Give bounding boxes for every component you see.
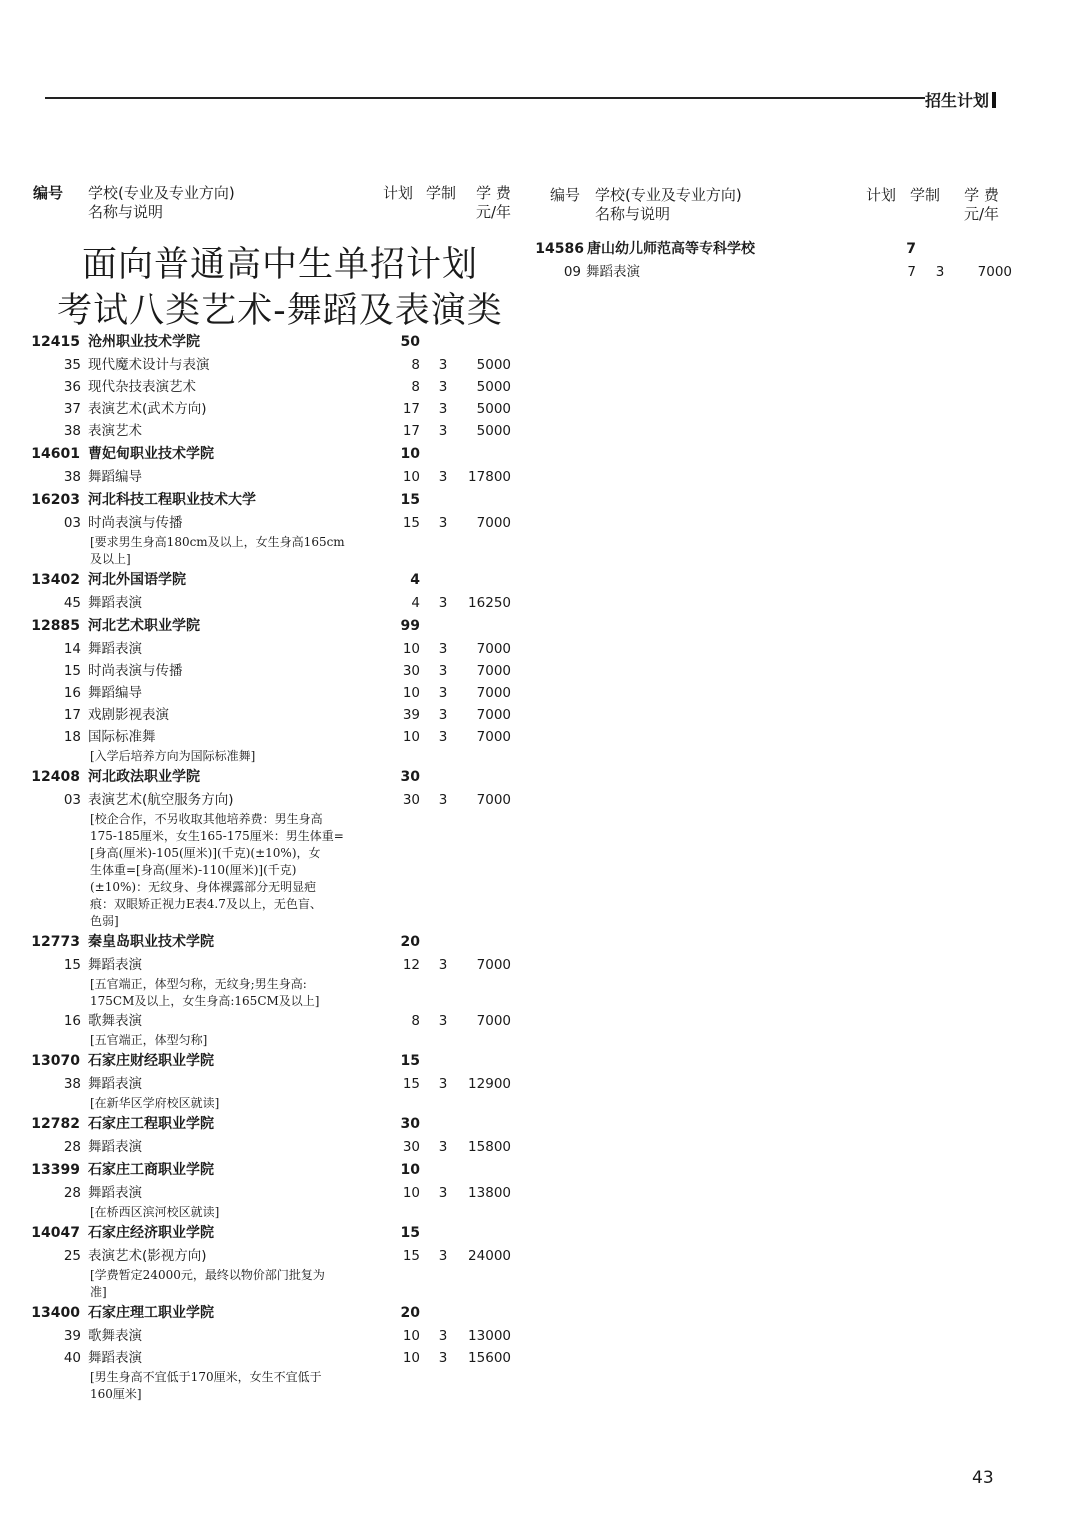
major-name: 舞蹈表演 <box>88 1139 142 1155</box>
major-code: 28 <box>63 1185 81 1201</box>
school-row <box>20 930 520 954</box>
major-fee: 7000 <box>476 641 511 657</box>
major-note-line: [男生身高不宜低于170厘米，女生不宜低于 <box>90 1370 322 1384</box>
school-name: 石家庄经济职业学院 <box>88 1225 214 1241</box>
school-row <box>20 568 520 592</box>
school-code: 13399 <box>31 1162 80 1178</box>
major-note-line: [在新华区学府校区就读] <box>90 1096 220 1110</box>
major-note-line: 及以上] <box>90 552 131 566</box>
major-name: 舞蹈编导 <box>88 469 142 485</box>
major-row <box>20 1347 520 1369</box>
major-name: 现代杂技表演艺术 <box>88 379 196 395</box>
major-name: 歌舞表演 <box>88 1013 142 1029</box>
right-column-list <box>530 237 1030 283</box>
major-row <box>20 354 520 376</box>
major-fee: 7000 <box>476 792 511 808</box>
major-years: 3 <box>438 1076 448 1092</box>
header-school-line1: 学校(专业及专业方向) <box>595 186 742 204</box>
school-code: 16203 <box>31 492 80 508</box>
major-fee: 7000 <box>476 957 511 973</box>
major-row <box>20 1182 520 1204</box>
school-row <box>530 237 1030 261</box>
school-row <box>20 1158 520 1182</box>
major-note-line: 准] <box>90 1285 107 1299</box>
major-note-line: 生体重=[身高(厘米)-110(厘米)](千克) <box>90 863 297 877</box>
header-fee <box>476 184 511 222</box>
major-code: 38 <box>63 469 81 485</box>
major-plan: 8 <box>411 379 420 395</box>
running-head <box>925 88 996 111</box>
major-row <box>20 466 520 488</box>
major-row <box>530 261 1030 283</box>
major-row <box>20 420 520 442</box>
major-plan: 10 <box>402 469 420 485</box>
major-code: 03 <box>63 515 81 531</box>
major-row <box>20 726 520 748</box>
major-plan: 4 <box>411 595 420 611</box>
major-years: 3 <box>438 729 448 745</box>
major-fee: 5000 <box>476 379 511 395</box>
school-plan: 30 <box>400 1116 420 1132</box>
major-years: 3 <box>438 423 448 439</box>
major-code: 39 <box>63 1328 81 1344</box>
major-note-line: 175CM及以上，女生身高:165CM及以上] <box>90 994 320 1008</box>
header-school-line1: 学校(专业及专业方向) <box>88 184 235 202</box>
major-note-line: 痕：双眼矫正视力E表4.7及以上，无色盲、 <box>90 897 322 911</box>
section-title-line2: 考试八类艺术-舞蹈及表演类 <box>57 291 503 331</box>
major-code: 36 <box>63 379 81 395</box>
major-plan: 17 <box>402 401 420 417</box>
major-name: 表演艺术(航空服务方向) <box>88 792 234 808</box>
major-years: 3 <box>438 1013 448 1029</box>
major-row <box>20 512 520 534</box>
major-name: 舞蹈表演 <box>88 641 142 657</box>
major-name: 舞蹈表演 <box>88 1350 142 1366</box>
header-fee-line2: 元/年 <box>476 203 512 221</box>
major-row <box>20 376 520 398</box>
header-fee-line2: 元/年 <box>964 205 1000 223</box>
major-row <box>20 704 520 726</box>
school-plan: 15 <box>400 1225 420 1241</box>
school-plan: 4 <box>410 572 420 588</box>
school-name: 唐山幼儿师范高等专科学校 <box>587 241 755 257</box>
major-fee: 5000 <box>476 423 511 439</box>
school-code: 12885 <box>31 618 80 634</box>
major-years: 3 <box>438 1328 448 1344</box>
major-years: 3 <box>438 401 448 417</box>
major-years: 3 <box>438 792 448 808</box>
school-code: 12773 <box>31 934 80 950</box>
major-name: 歌舞表演 <box>88 1328 142 1344</box>
header-code: 编号 <box>550 186 581 204</box>
running-head-label: 招生计划 <box>925 91 990 110</box>
left-column-header <box>33 184 523 224</box>
major-note-line: [身高(厘米)-105(厘米)](千克)(±10%)，女 <box>90 846 321 860</box>
header-code: 编号 <box>33 184 64 202</box>
major-years: 3 <box>438 707 448 723</box>
major-code: 25 <box>63 1248 81 1264</box>
school-code: 13070 <box>31 1053 80 1069</box>
major-plan: 30 <box>402 663 420 679</box>
major-note-line: [五官端正，体型匀称，无纹身;男生身高: <box>90 977 307 991</box>
page-number: 43 <box>972 1468 994 1488</box>
major-code: 15 <box>63 663 81 679</box>
major-code: 14 <box>63 641 81 657</box>
major-name: 戏剧影视表演 <box>88 707 169 723</box>
major-years: 3 <box>438 1350 448 1366</box>
major-plan: 10 <box>402 1350 420 1366</box>
major-note-line: [五官端正，体型匀称] <box>90 1033 208 1047</box>
major-plan: 10 <box>402 1328 420 1344</box>
school-plan: 30 <box>400 769 420 785</box>
major-name: 舞蹈编导 <box>88 685 142 701</box>
major-code: 40 <box>63 1350 81 1366</box>
header-fee <box>964 186 999 224</box>
school-row <box>20 1049 520 1073</box>
major-code: 37 <box>63 401 81 417</box>
school-name: 石家庄理工职业学院 <box>88 1305 214 1321</box>
major-plan: 10 <box>402 685 420 701</box>
major-row <box>20 1010 520 1032</box>
school-plan: 15 <box>400 1053 420 1069</box>
major-code: 38 <box>63 1076 81 1092</box>
school-code: 14601 <box>31 446 80 462</box>
major-row <box>20 1245 520 1267</box>
major-name: 表演艺术 <box>88 423 142 439</box>
school-name: 石家庄工商职业学院 <box>88 1162 214 1178</box>
major-note-line: 160厘米] <box>90 1387 142 1401</box>
major-name: 舞蹈表演 <box>88 1076 142 1092</box>
school-plan: 10 <box>400 1162 420 1178</box>
major-fee: 15600 <box>468 1350 511 1366</box>
school-row <box>20 488 520 512</box>
major-years: 3 <box>438 469 448 485</box>
header-school <box>595 186 742 224</box>
school-plan: 10 <box>400 446 420 462</box>
major-plan: 15 <box>402 1076 420 1092</box>
major-note-line: 175-185厘米，女生165-175厘米：男生体重= <box>90 829 344 843</box>
school-name: 石家庄工程职业学院 <box>88 1116 214 1132</box>
section-title-line1: 面向普通高中生单招计划 <box>81 245 478 285</box>
major-years: 3 <box>438 357 448 373</box>
major-fee: 12900 <box>468 1076 511 1092</box>
major-fee: 17800 <box>468 469 511 485</box>
school-name: 秦皇岛职业技术学院 <box>88 934 214 950</box>
school-name: 河北艺术职业学院 <box>88 618 200 634</box>
major-plan: 10 <box>402 1185 420 1201</box>
section-title <box>45 242 515 334</box>
major-note-line: 色弱] <box>90 914 119 928</box>
major-fee: 7000 <box>476 663 511 679</box>
major-note-line: (±10%)：无纹身、身体裸露部分无明显疤 <box>90 880 317 894</box>
major-fee: 15800 <box>468 1139 511 1155</box>
major-plan: 15 <box>402 1248 420 1264</box>
header-school-line2: 名称与说明 <box>88 203 164 221</box>
header-bar-mark <box>992 92 996 108</box>
school-code: 13400 <box>31 1305 80 1321</box>
major-plan: 30 <box>402 792 420 808</box>
major-plan: 8 <box>411 1013 420 1029</box>
school-name: 河北科技工程职业技术大学 <box>88 492 256 508</box>
major-years: 3 <box>438 685 448 701</box>
major-fee: 7000 <box>476 685 511 701</box>
school-code: 12408 <box>31 769 80 785</box>
school-name: 石家庄财经职业学院 <box>88 1053 214 1069</box>
header-school <box>88 184 235 222</box>
major-row <box>20 1073 520 1095</box>
major-plan: 10 <box>402 641 420 657</box>
school-row <box>20 1301 520 1325</box>
major-fee: 5000 <box>476 357 511 373</box>
major-name: 时尚表演与传播 <box>88 663 183 679</box>
major-row <box>20 592 520 614</box>
school-plan: 15 <box>400 492 420 508</box>
header-fee-line1: 学 费 <box>964 186 999 204</box>
school-plan: 50 <box>400 334 420 350</box>
school-plan: 7 <box>906 241 916 257</box>
major-row <box>20 398 520 420</box>
major-code: 17 <box>63 707 81 723</box>
major-name: 舞蹈表演 <box>88 1185 142 1201</box>
major-fee: 13800 <box>468 1185 511 1201</box>
major-code: 03 <box>63 792 81 808</box>
major-fee: 7000 <box>476 1013 511 1029</box>
major-note-line: [校企合作，不另收取其他培养费：男生身高 <box>90 812 323 826</box>
major-years: 3 <box>438 641 448 657</box>
major-code: 45 <box>63 595 81 611</box>
school-code: 14047 <box>31 1225 80 1241</box>
major-years: 3 <box>438 515 448 531</box>
major-fee: 24000 <box>468 1248 511 1264</box>
major-row <box>20 1136 520 1158</box>
school-code: 12415 <box>31 334 80 350</box>
school-name: 河北外国语学院 <box>88 572 186 588</box>
major-note-line: [要求男生身高180cm及以上，女生身高165cm <box>90 535 345 549</box>
school-row <box>20 330 520 354</box>
school-code: 13402 <box>31 572 80 588</box>
major-fee: 16250 <box>468 595 511 611</box>
major-plan: 12 <box>402 957 420 973</box>
major-years: 3 <box>438 663 448 679</box>
major-fee: 7000 <box>476 729 511 745</box>
major-years: 3 <box>438 1185 448 1201</box>
major-name: 表演艺术(影视方向) <box>88 1248 207 1264</box>
major-name: 舞蹈表演 <box>586 264 640 280</box>
major-code: 35 <box>63 357 81 373</box>
header-plan: 计划 <box>866 186 897 204</box>
major-code: 16 <box>63 685 81 701</box>
major-plan: 8 <box>411 357 420 373</box>
school-plan: 99 <box>400 618 420 634</box>
header-plan: 计划 <box>383 184 414 202</box>
school-plan: 20 <box>400 934 420 950</box>
major-row <box>20 954 520 976</box>
school-name: 曹妃甸职业技术学院 <box>88 446 214 462</box>
major-row <box>20 789 520 811</box>
header-years: 学制 <box>426 184 457 202</box>
left-column-list <box>20 330 520 1403</box>
major-years: 3 <box>438 1139 448 1155</box>
school-row <box>20 442 520 466</box>
major-years: 3 <box>935 264 945 280</box>
major-code: 15 <box>63 957 81 973</box>
major-years: 3 <box>438 1248 448 1264</box>
school-name: 沧州职业技术学院 <box>88 334 200 350</box>
major-note-line: [学费暂定24000元，最终以物价部门批复为 <box>90 1268 325 1282</box>
school-row <box>20 1112 520 1136</box>
major-code: 38 <box>63 423 81 439</box>
major-plan: 30 <box>402 1139 420 1155</box>
major-row <box>20 682 520 704</box>
major-fee: 7000 <box>476 707 511 723</box>
header-years: 学制 <box>910 186 941 204</box>
school-row <box>20 614 520 638</box>
school-row <box>20 1221 520 1245</box>
major-plan: 39 <box>402 707 420 723</box>
major-name: 时尚表演与传播 <box>88 515 183 531</box>
major-fee: 7000 <box>977 264 1012 280</box>
major-name: 舞蹈表演 <box>88 957 142 973</box>
major-plan: 17 <box>402 423 420 439</box>
major-years: 3 <box>438 595 448 611</box>
right-column-header <box>550 186 1040 226</box>
major-fee: 5000 <box>476 401 511 417</box>
major-code: 16 <box>63 1013 81 1029</box>
header-rule <box>45 97 925 99</box>
major-row <box>20 638 520 660</box>
major-note-line: [入学后培养方向为国际标准舞] <box>90 749 256 763</box>
major-name: 舞蹈表演 <box>88 595 142 611</box>
school-plan: 20 <box>400 1305 420 1321</box>
school-row <box>20 765 520 789</box>
major-plan: 7 <box>907 264 916 280</box>
major-fee: 13000 <box>468 1328 511 1344</box>
major-code: 28 <box>63 1139 81 1155</box>
school-code: 12782 <box>31 1116 80 1132</box>
major-years: 3 <box>438 379 448 395</box>
header-school-line2: 名称与说明 <box>595 205 671 223</box>
major-name: 表演艺术(武术方向) <box>88 401 207 417</box>
major-note-line: [在桥西区滨河校区就读] <box>90 1205 220 1219</box>
major-plan: 10 <box>402 729 420 745</box>
school-name: 河北政法职业学院 <box>88 769 200 785</box>
major-code: 18 <box>63 729 81 745</box>
major-years: 3 <box>438 957 448 973</box>
major-row <box>20 1325 520 1347</box>
major-name: 国际标准舞 <box>88 729 156 745</box>
school-code: 14586 <box>535 241 584 257</box>
major-row <box>20 660 520 682</box>
major-fee: 7000 <box>476 515 511 531</box>
header-fee-line1: 学 费 <box>476 184 511 202</box>
major-plan: 15 <box>402 515 420 531</box>
major-code: 09 <box>563 264 581 280</box>
major-name: 现代魔术设计与表演 <box>88 357 210 373</box>
